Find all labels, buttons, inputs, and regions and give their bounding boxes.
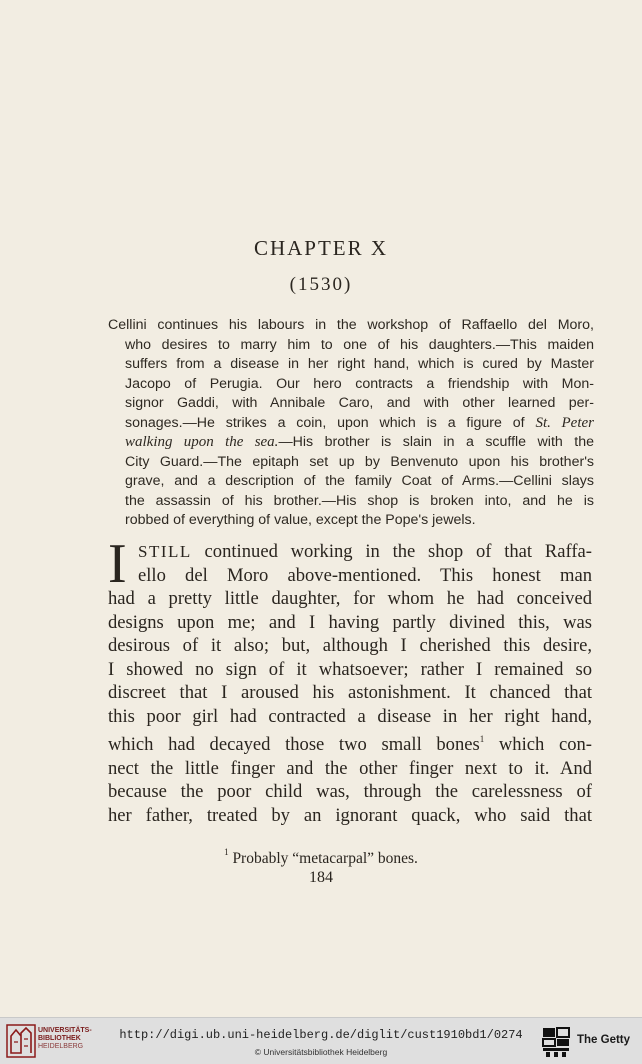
summary-italic: walking upon the sea.	[125, 434, 279, 450]
chapter-title: CHAPTER X	[253, 236, 389, 260]
footnote-mark: 1	[224, 847, 229, 857]
body-line: this poor girl had contracted a disease in her right hand,	[108, 705, 592, 727]
summary-line: Jacopo of Perugia. Our hero contracts a friendship with Mon-	[125, 375, 594, 392]
copyright-notice: © Universitätsbibliothek Heidelberg	[254, 1047, 388, 1057]
library-name[interactable]: UNIVERSITÄTS- BIBLIOTHEK HEIDELBERG	[38, 1027, 92, 1050]
body-line: discreet that I aroused his astonishment. It chanced that	[108, 682, 592, 703]
summary-line: the assassin of his brother.—His shop is broken into, and he is	[125, 492, 594, 509]
page-number: 184	[309, 869, 333, 886]
footnote-ref[interactable]: 1	[479, 734, 485, 744]
first-word: STILL	[138, 542, 192, 561]
body-line: which had decayed those two small bones$^1$ which con-	[108, 734, 592, 755]
body-line: I showed no sign of it whatsoever; rather I remained so	[108, 658, 592, 680]
getty-logo-icon[interactable]	[541, 1026, 571, 1058]
body-line: her father, treated by an ignorant quack, who said that	[108, 804, 592, 826]
chapter-summary	[108, 316, 594, 531]
drop-cap: I	[108, 533, 127, 595]
body-line: had a pretty little daughter, for whom he had conceived	[108, 588, 592, 609]
summary-line: sonages.—He strikes a coin, upon which is a figure of St. Peter	[125, 414, 594, 431]
body-line: STILL continued working in the shop of that Raffa-	[138, 541, 592, 562]
body-line: nect the little finger and the other finger next to it. And	[108, 757, 592, 779]
summary-line: signor Gaddi, with Annibale Caro, and with other learned per-	[125, 395, 594, 411]
body-line: desirous of it also; but, although I cherished this desire,	[108, 635, 592, 656]
summary-line: suffers from a disease in her right hand, which is cured by Master	[125, 356, 594, 372]
body-line: because the poor child was, through the carelessness of	[108, 781, 592, 802]
body-line: ello del Moro above-mentioned. This honest man	[138, 564, 592, 586]
summary-italic: St. Peter	[535, 414, 594, 431]
permalink-url[interactable]: http://digi.ub.uni-heidelberg.de/diglit/cust1910bd1/0274	[119, 1028, 523, 1042]
summary-line: grave, and a description of the family Coat of Arms.—Cellini slays	[125, 473, 594, 489]
viewer-footer	[0, 1017, 642, 1064]
getty-label[interactable]: The Getty	[577, 1034, 631, 1046]
summary-line: who desires to marry him to one of his daughters.—This maiden	[125, 336, 594, 353]
summary-line: walking upon the sea.—His brother is slain in a scuffle with the	[125, 434, 594, 450]
footnote: $^1$ Probably “metacarpal” bones.	[224, 847, 418, 867]
summary-line: Cellini continues his labours in the workshop of Raffaello del Moro,	[108, 317, 594, 333]
summary-line: robbed of everything of value, except the Pope's jewels.	[125, 512, 476, 528]
summary-line: City Guard.—The epitaph set up by Benvenuto upon his brother's	[125, 453, 594, 470]
body-text	[108, 533, 592, 827]
body-line: designs upon me; and I having partly divined this, was	[108, 611, 592, 633]
chapter-year: (1530)	[289, 274, 353, 295]
